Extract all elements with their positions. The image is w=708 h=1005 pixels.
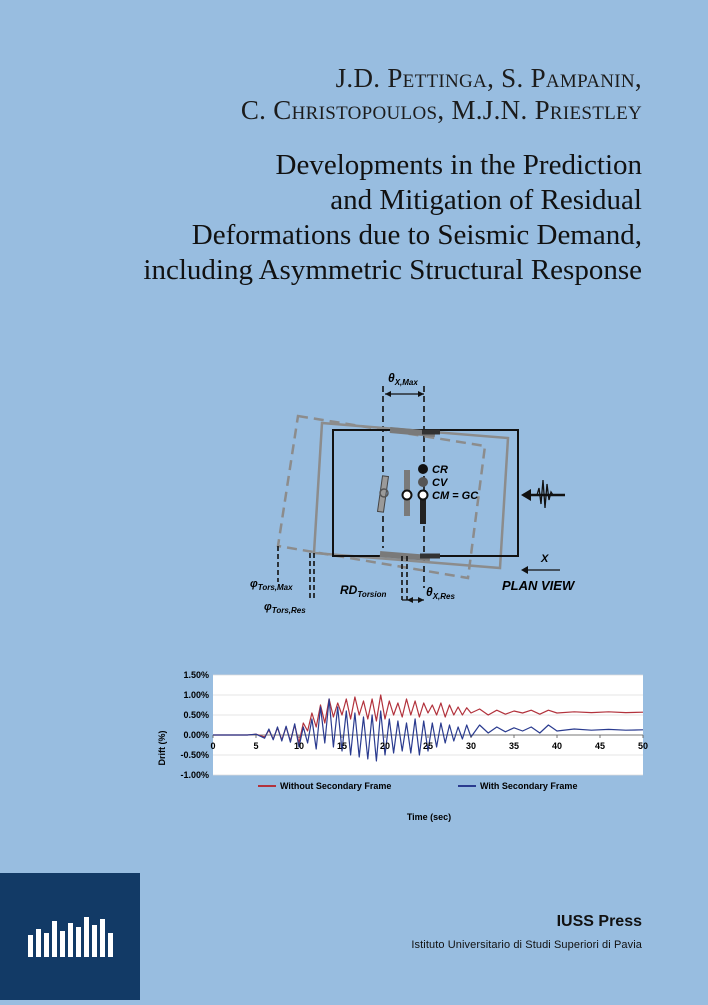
x-tick-label: 15	[336, 741, 348, 751]
x-tick-label: 20	[379, 741, 391, 751]
x-tick-label: 35	[508, 741, 520, 751]
x-tick-label: 5	[253, 741, 259, 751]
plan-view-label: PLAN VIEW	[502, 578, 575, 593]
y-tick-label: -1.00%	[180, 770, 209, 780]
cr-marker	[418, 464, 428, 474]
publisher-block	[322, 912, 642, 952]
y-tick-label: 0.00%	[183, 730, 209, 740]
iuss-logo-box	[0, 873, 140, 1000]
x-axis-title: Time (sec)	[406, 812, 452, 822]
legend-with-secondary: With Secondary Frame	[480, 781, 578, 791]
drift-time-history-chart	[157, 665, 660, 830]
y-axis-title: Drift (%)	[157, 730, 167, 766]
x-tick-label: 25	[422, 741, 434, 751]
authors-line-2: C. Christopoulos, M.J.N. Priestley	[240, 95, 642, 125]
legend-without-secondary: Without Secondary Frame	[280, 781, 392, 791]
chart-legend	[258, 781, 577, 791]
y-tick-label: 1.50%	[183, 670, 209, 680]
cm-marker	[419, 491, 428, 500]
theta-max-label: $\theta_{X,Max}$	[388, 371, 418, 387]
cv-label: CV	[432, 477, 448, 489]
x-tick-label: 40	[551, 741, 563, 751]
publisher-name: IUSS Press	[556, 913, 642, 930]
x-tick-label: 10	[293, 741, 305, 751]
phi-max-label: $\varphi_{Tors,Max}$	[250, 578, 293, 592]
publisher-subtitle: Istituto Universitario di Studi Superiori di Pavia	[411, 939, 642, 951]
x-tick-label: 45	[594, 741, 606, 751]
title-line-2: and Mitigation of Residual	[330, 184, 642, 216]
cr-label: CR	[432, 464, 448, 476]
x-tick-label: 0	[210, 741, 216, 751]
x-axis-label: X	[541, 553, 549, 565]
y-tick-label: 1.00%	[183, 690, 209, 700]
title-line-3: Deformations due to Seismic Demand,	[191, 219, 642, 251]
cm-label: CM = GC	[432, 490, 479, 502]
authors	[22, 62, 642, 126]
y-tick-label: 0.50%	[183, 710, 209, 720]
authors-line-1: J.D. Pettinga, S. Pampanin,	[335, 63, 642, 93]
y-tick-label: -0.50%	[180, 750, 209, 760]
book-title	[2, 148, 642, 288]
rd-torsion-label: $RD_{Torsion}$	[340, 583, 387, 599]
plan-view-diagram	[230, 368, 610, 628]
x-tick-label: 30	[465, 741, 477, 751]
theta-res-label: $\theta_{X,Res}$	[426, 585, 455, 601]
plot-area	[213, 675, 643, 775]
title-line-4: including Asymmetric Structural Response	[143, 254, 642, 286]
iuss-logo-icon	[0, 873, 140, 1000]
phi-res-label: $\varphi_{Tors,Res}$	[264, 601, 306, 615]
title-line-1: Developments in the Prediction	[275, 149, 642, 181]
x-tick-label: 50	[637, 741, 649, 751]
cv-marker	[418, 477, 428, 487]
